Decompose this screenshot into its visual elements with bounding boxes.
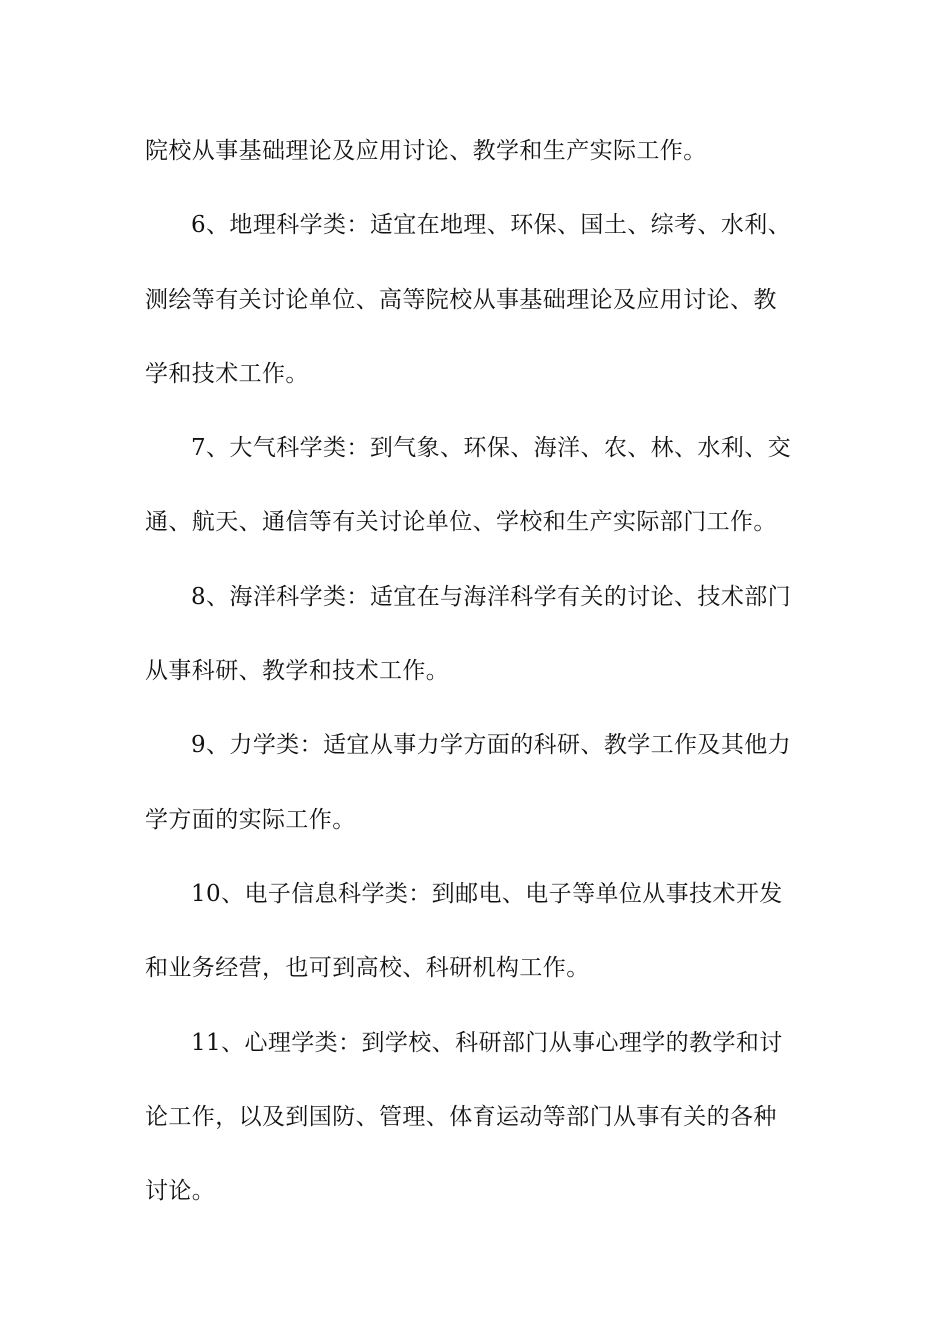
text-line: 10、电子信息科学类：到邮电、电子等单位从事技术开发	[191, 880, 783, 907]
text-line: 从事科研、教学和技术工作。	[145, 658, 450, 685]
text-line: 和业务经营，也可到高校、科研机构工作。	[145, 955, 590, 982]
text-line: 6、地理科学类：适宜在地理、环保、国土、综考、水利、	[191, 212, 792, 239]
text-line: 7、大气科学类：到气象、环保、海洋、农、林、水利、交	[191, 435, 792, 462]
text-line: 8、海洋科学类：适宜在与海洋科学有关的讨论、技术部门	[191, 583, 792, 610]
document-body	[145, 125, 810, 1239]
text-line: 9、力学类：适宜从事力学方面的科研、教学工作及其他力	[191, 732, 792, 759]
text-line: 论工作，以及到国防、管理、体育运动等部门从事有关的各种	[145, 1103, 777, 1130]
text-line: 11、心理学类：到学校、科研部门从事心理学的教学和讨	[191, 1029, 783, 1056]
text-line: 学方面的实际工作。	[145, 806, 356, 833]
text-line: 院校从事基础理论及应用讨论、教学和生产实际工作。	[145, 138, 707, 164]
text-line: 通、航天、通信等有关讨论单位、学校和生产实际部门工作。	[145, 509, 777, 536]
text-line: 讨论。	[145, 1178, 216, 1205]
text-line: 学和技术工作。	[145, 360, 309, 387]
text-line: 测绘等有关讨论单位、高等院校从事基础理论及应用讨论、教	[145, 286, 777, 313]
